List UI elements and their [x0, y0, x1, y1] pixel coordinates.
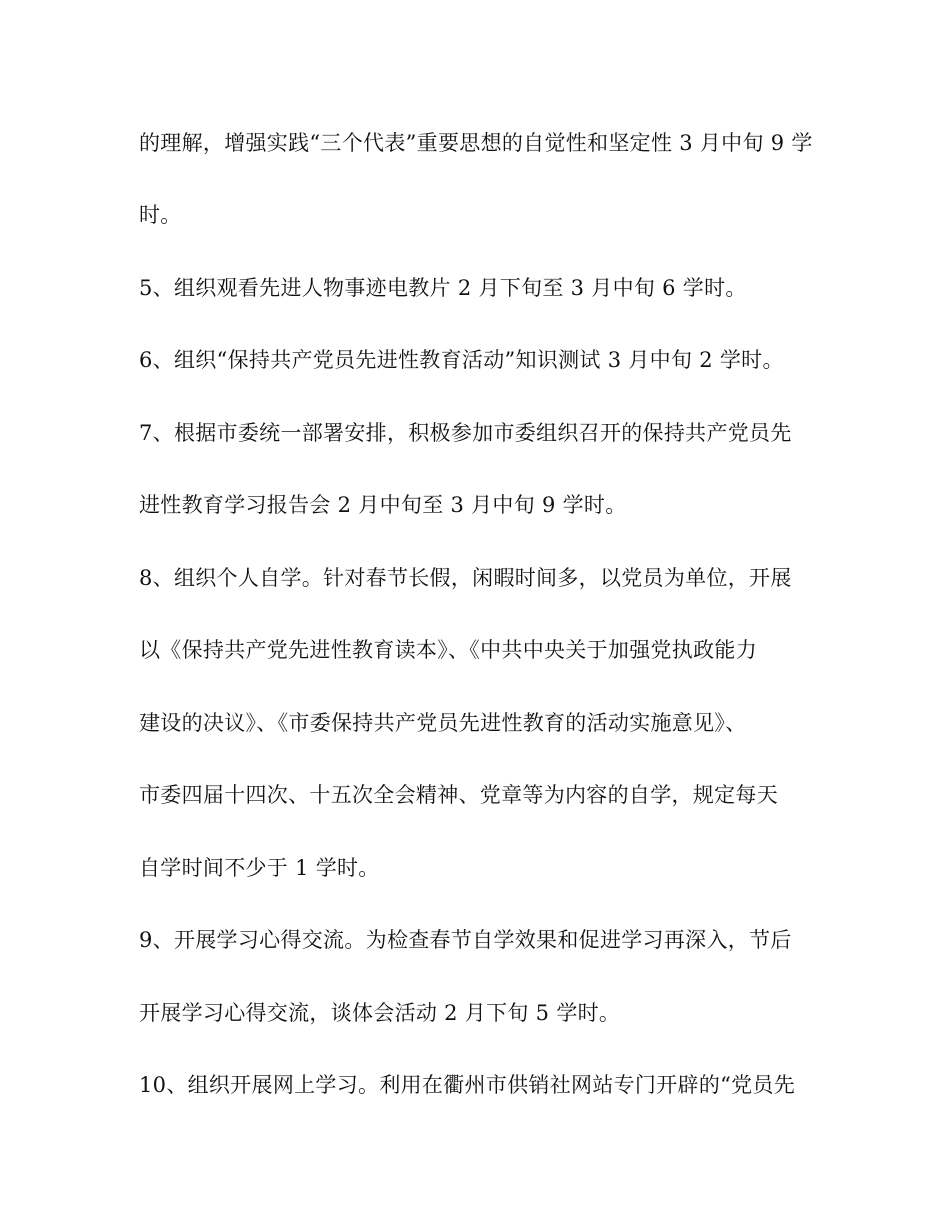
text-line: 建设的决议》、《市委保持共产党员先进性教育的活动实施意见》、 — [139, 711, 747, 735]
text-line: 9、开展学习心得交流。为检查春节自学效果和促进学习再深入，节后 — [139, 928, 792, 952]
text-line: 进性教育学习报告会 2 月中旬至 3 月中旬 9 学时。 — [139, 493, 627, 517]
text-line: 开展学习心得交流，谈体会活动 2 月下旬 5 学时。 — [139, 1001, 621, 1025]
text-line: 时。 — [139, 203, 182, 227]
text-line: 7、根据市委统一部署安排，积极参加市委组织召开的保持共产党员先 — [139, 421, 792, 445]
text-line: 的理解，增强实践“三个代表”重要思想的自觉性和坚定性 3 月中旬 9 学 — [139, 131, 813, 155]
text-line: 6、组织“保持共产党员先进性教育活动”知识测试 3 月中旬 2 学时。 — [139, 348, 784, 372]
text-line: 5、组织观看先进人物事迹电教片 2 月下旬至 3 月中旬 6 学时。 — [139, 276, 747, 300]
text-line: 10、组织开展网上学习。利用在衢州市供销社网站专门开辟的“党员先 — [139, 1073, 796, 1097]
text-line: 8、组织个人自学。针对春节长假，闲暇时间多，以党员为单位，开展 — [139, 566, 792, 590]
text-line: 自学时间不少于 1 学时。 — [139, 856, 380, 880]
text-line: 市委四届十四次、十五次全会精神、党章等为内容的自学，规定每天 — [139, 783, 778, 807]
text-line: 以《保持共产党先进性教育读本》、《中共中央关于加强党执政能力 — [139, 638, 757, 662]
